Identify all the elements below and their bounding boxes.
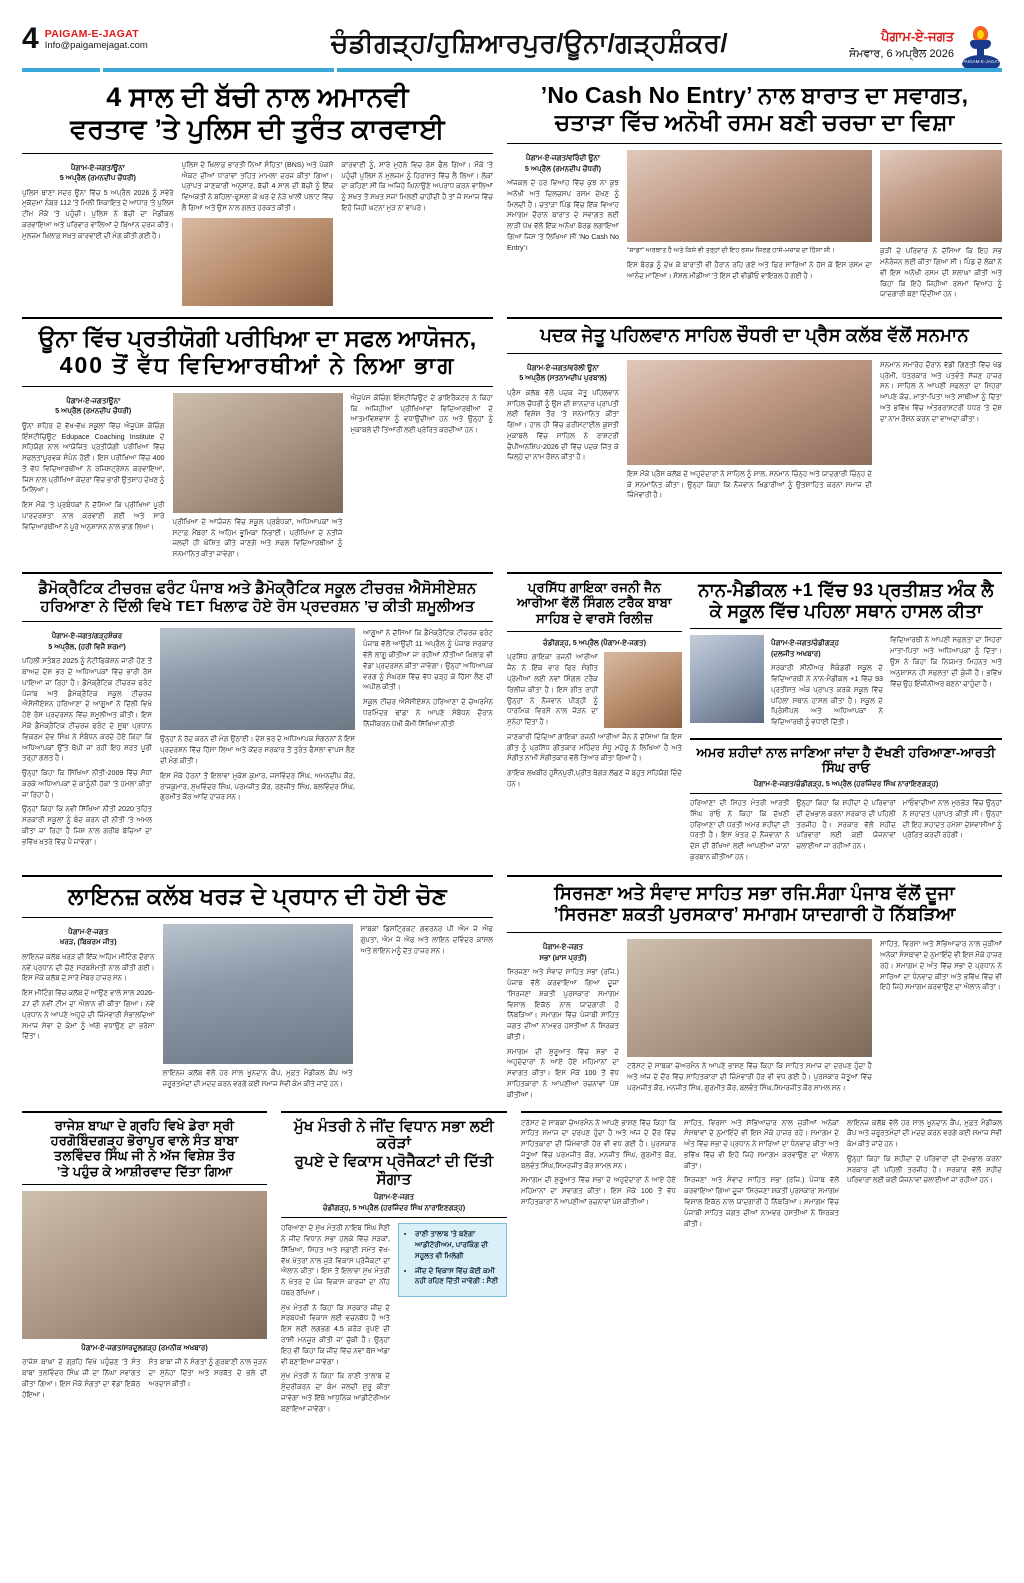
brand-block xyxy=(45,26,148,51)
a10-byline-2: ਸਭਾ (ਖ਼ਾਸ ਪ੍ਰਤੀ) xyxy=(539,952,587,962)
paper-name: ਪੈਗਾਮ-ਏ-ਜਗਤ xyxy=(881,29,954,44)
a8-body-2: ਉਨ੍ਹਾਂ ਕਿਹਾ ਕਿ ਸ਼ਹੀਦਾਂ ਦੇ ਪਰਿਵਾਰਾਂ ਦੀ ਦੇਖਭਾਲ ਕਰਨਾ ਸਰਕਾਰ ਦੀ ਪਹਿਲੀ ਤਰਜੀਹ ਹੈ। ਸਰਕਾਰ ਵੱਲੋਂ ਸ਼ਹੀਦ ਪਰਿਵਾਰਾਂ ਲਈ ਕਈ ਯੋਜਨਾਵਾਂ ਚਲਾਈਆਂ ਜਾ ਰਹੀਆਂ ਹਨ। xyxy=(796,799,896,851)
a4-col-1 xyxy=(507,360,619,505)
tail-body-4: ਸਿਰਜਣਾ ਅਤੇ ਸੰਵਾਦ ਸਾਹਿਤ ਸਭਾ (ਰਜਿ.) ਪੰਜਾਬ ਵੱਲੋਂ ਕਰਵਾਇਆ ਗਿਆ ਦੂਜਾ 'ਸਿਰਜਣਾ ਸ਼ਕਤੀ ਪੁਰਸਕਾਰ' ਸਮਾਗਮ ਵਿਸ਼ਾਲ ਇਕੱਠ ਨਾਲ ਯਾਦਗਾਰੀ ਹੋ ਨਿੱਬੜਿਆ। ਸਮਾਗਮ ਵਿੱਚ ਪੰਜਾਬੀ ਸਾਹਿਤ ਜਗਤ ਦੀਆਂ ਨਾਮਵਰ ਹਸਤੀਆਂ ਨੇ ਸ਼ਿਰਕਤ ਕੀਤੀ। xyxy=(684,1176,839,1228)
a6-byline: ਚੰਡੀਗੜ੍ਹ, 5 ਅਪ੍ਰੈਲ (ਪੈਗਾਮ-ਏ-ਜਗਤ) xyxy=(543,637,646,647)
a7-body-2: ਵਿਦਿਆਰਥੀ ਨੇ ਆਪਣੀ ਸਫਲਤਾ ਦਾ ਸਿਹਰਾ ਮਾਤਾ-ਪਿਤਾ ਅਤੇ ਅਧਿਆਪਕਾਂ ਨੂੰ ਦਿੱਤਾ। ਉਸ ਨੇ ਕਿਹਾ ਕਿ ਨਿਯਮਤ ਮਿਹਨਤ ਅਤੇ ਅਨੁਸ਼ਾਸਨ ਹੀ ਸਫਲਤਾ ਦੀ ਕੁੰਜੀ ਹੈ। ਭਵਿੱਖ ਵਿੱਚ ਉਹ ਇੰਜੀਨੀਅਰ ਬਣਨਾ ਚਾਹੁੰਦਾ ਹੈ। xyxy=(890,636,1002,688)
row-4 xyxy=(0,873,1024,1105)
a10-body-1: ਸਿਰਜਣਾ ਅਤੇ ਸੰਵਾਦ ਸਾਹਿਤ ਸਭਾ (ਰਜਿ.) ਪੰਜਾਬ ਵੱਲੋਂ ਕਰਵਾਇਆ ਗਿਆ ਦੂਜਾ 'ਸਿਰਜਣਾ ਸ਼ਕਤੀ ਪੁਰਸਕਾਰ' ਸਮਾਗਮ ਵਿਸ਼ਾਲ ਇਕੱਠ ਨਾਲ ਯਾਦਗਾਰੀ ਹੋ ਨਿੱਬੜਿਆ। ਸਮਾਗਮ ਵਿੱਚ ਪੰਜਾਬੀ ਸਾਹਿਤ ਜਗਤ ਦੀਆਂ ਨਾਮਵਰ ਹਸਤੀਆਂ ਨੇ ਸ਼ਿਰਕਤ ਕੀਤੀ। xyxy=(507,968,619,1041)
a1-byline-1: ਪੈਗਾਮ-ਏ-ਜਗਤ/ਊਨਾ xyxy=(70,162,125,172)
lions-club-group-photo xyxy=(163,924,353,1064)
article-lions-club-election xyxy=(22,873,493,1105)
a12-col-2 xyxy=(398,1223,507,1418)
contact-email: Info@paigamejagat.com xyxy=(44,40,148,52)
a6-headline-3: ਸਾਹਿਬ ਦੇ ਵਾਰਸੋ ਰਿਲੀਜ਼ xyxy=(536,610,653,626)
a11-headline-1: ਰਾਜੇਸ਼ ਬਾਘਾ ਦੇ ਗ੍ਰਹਿ ਵਿਖੇ ਡੇਰਾ ਸ੍ਰੀ xyxy=(54,1117,235,1133)
article-competitive-exam xyxy=(22,315,493,564)
a7-byline-1: ਪੈਗਾਮ-ਏ-ਜਗਤ/ਚੰਡੀਗੜ੍ਹ xyxy=(771,638,840,648)
a1-byline-2: 5 ਅਪ੍ਰੈਲ (ਰਮਨਦੀਪ ਚੌਧਰੀ) xyxy=(59,173,136,183)
a8-col-2 xyxy=(796,798,895,867)
wedding-ceremony-photo xyxy=(627,150,872,242)
a12-body-1: ਹਰਿਆਣਾ ਦੇ ਮੁੱਖ ਮੰਤਰੀ ਨਾਇਬ ਸਿੰਘ ਸੈਣੀ ਨੇ ਜੀਂਦ ਵਿਧਾਨ ਸਭਾ ਹਲਕੇ ਵਿੱਚ ਸੜਕਾਂ, ਸਿੱਖਿਆ, ਸਿਹਤ ਅਤੇ ਸਫ਼ਾਈ ਸਮੇਤ ਵੱਖ-ਵੱਖ ਖੇਤਰਾਂ ਨਾਲ ਜੁੜੇ ਵਿਕਾਸ ਪ੍ਰੋਜੈਕਟਾਂ ਦਾ ਐਲਾਨ ਕੀਤਾ। ਇਸ ਤੋਂ ਇਲਾਵਾ ਮੁੱਖ ਮੰਤਰੀ ਨੇ ਖੇਤਰ ਦੇ ਪੰਜ ਵਿਕਾਸ ਕਾਰਜਾਂ ਦਾ ਨੀਂਹ ਪੱਥਰ ਰੱਖਿਆ। xyxy=(281,1224,390,1297)
teachers-protest-delhi-photo xyxy=(160,628,355,730)
a2-col-2 xyxy=(627,150,872,304)
a2-quote: "ਸਾਡਾ" ਅਰਥਾਤ ਹੈ ਅਤੇ ਕਿਸੇ ਵੀ ਤਰ੍ਹਾਂ ਦੀ ਇਹ ਰਸਮ ਸਿਰਫ਼ ਹਾਸੇ-ਮਜ਼ਾਕ ਦਾ ਹਿੱਸਾ ਸੀ। xyxy=(627,247,835,255)
a7-body-1: ਸਰਕਾਰੀ ਸੀਨੀਅਰ ਸੈਕੰਡਰੀ ਸਕੂਲ ਦੇ ਵਿਦਿਆਰਥੀ ਨੇ ਨਾਨ-ਮੈਡੀਕਲ +1 ਵਿੱਚ 93 ਪ੍ਰਤੀਸ਼ਤ ਅੰਕ ਪ੍ਰਾਪਤ ਕਰਕੇ ਸਕੂਲ ਵਿੱਚ ਪਹਿਲਾ ਸਥਾਨ ਹਾਸਲ ਕੀਤਾ ਹੈ। ਸਕੂਲ ਦੇ ਪ੍ਰਿੰਸੀਪਲ ਅਤੇ ਅਧਿਆਪਕਾਂ ਨੇ ਵਿਦਿਆਰਥੀ ਨੂੰ ਵਧਾਈ ਦਿੱਤੀ। xyxy=(771,664,883,727)
a8-col-1 xyxy=(690,798,789,867)
a12-byline-2: ਚੰਡੀਗੜ੍ਹ, 5 ਅਪ੍ਰੈਲ (ਹਰਜਿੰਦਰ ਸਿੰਘ ਨਾਰਾਇਣਗੜ੍ਹ) xyxy=(322,1202,466,1212)
a1-body-2: ਪੁਲਿਸ ਦੇ ਖ਼ਿਲਾਫ਼ ਭਾਰਤੀ ਨਿਆਂ ਸੰਹਿਤਾ (BNS) ਅਤੇ ਪੋਕਸੋ ਐਕਟ ਦੀਆਂ ਧਾਰਾਵਾਂ ਤਹਿਤ ਮਾਮਲਾ ਦਰਜ ਕੀਤਾ ਗਿਆ। ਪ੍ਰਾਪਤ ਜਾਣਕਾਰੀ ਅਨੁਸਾਰ, ਬੱਚੀ 4 ਸਾਲ ਦੀ ਬੱਚੀ ਨੂੰ ਇੱਕ ਵਿਅਕਤੀ ਨੇ ਬਹਿਲਾ-ਫੁਸਲਾ ਕੇ ਘਰ ਦੇ ਨੇੜੇ ਖਾਲੀ ਪਲਾਟ ਵਿੱਚ ਲੈ ਗਿਆ ਅਤੇ ਉਸ ਨਾਲ ਗਲਤ ਹਰਕਤ ਕੀਤੀ। xyxy=(181,160,334,212)
a10-body-1b: ਸਮਾਗਮ ਦੀ ਸ਼ੁਰੂਆਤ ਵਿੱਚ ਸਭਾ ਦੇ ਅਹੁਦੇਦਾਰਾਂ ਨੇ ਆਏ ਹੋਏ ਮਹਿਮਾਨਾਂ ਦਾ ਸਵਾਗਤ ਕੀਤਾ। ਇਸ ਮੌਕੇ 100 ਤੋਂ ਵੱਧ ਸਾਹਿਤਕਾਰਾਂ ਨੇ ਆਪਣੀਆਂ ਰਚਨਾਵਾਂ ਪੇਸ਼ ਕੀਤੀਆਂ। xyxy=(507,1047,619,1099)
a1-body-3: ਕਾਰਵਾਈ ਨੂੰ, ਸਾਰੇ ਮੁਹੱਲੇ ਵਿਚ ਰੋਸ ਫੈਲ ਗਿਆ। ਮੌਕੇ 'ਤੇ ਪਹੁੰਚੀ ਪੁਲਿਸ ਨੇ ਮੁਲਜ਼ਮ ਨੂੰ ਹਿਰਾਸਤ ਵਿੱਚ ਲੈ ਲਿਆ। ਲੋਕਾਂ ਦਾ ਕਹਿਣਾ ਸੀ ਕਿ ਅਜਿਹੇ ਘਿਨਾਉਣੇ ਅਪਰਾਧ ਕਰਨ ਵਾਲਿਆਂ ਨੂੰ ਸਖ਼ਤ ਤੋਂ ਸਖ਼ਤ ਸਜ਼ਾ ਮਿਲਣੀ ਚਾਹੀਦੀ ਹੈ ਤਾਂ ਜੋ ਸਮਾਜ ਵਿੱਚ ਇਹੋ ਜਿਹੀ ਘਟਨਾ ਮੁੜ ਨਾ ਵਾਪਰੇ। xyxy=(341,160,494,212)
masthead xyxy=(0,0,1024,62)
a3-col-1 xyxy=(22,393,165,564)
a12-body-1b: ਮੁੱਖ ਮੰਤਰੀ ਨੇ ਕਿਹਾ ਕਿ ਸਰਕਾਰ ਜੀਂਦ ਦੇ ਸਰਬਪੱਖੀ ਵਿਕਾਸ ਲਈ ਵਚਨਬੱਧ ਹੈ ਅਤੇ ਇਸ ਲਈ ਲਗਭਗ 4.5 ਕਰੋੜ ਰੁਪਏ ਦੀ ਰਾਸ਼ੀ ਮਨਜ਼ੂਰ ਕੀਤੀ ਜਾ ਚੁੱਕੀ ਹੈ। ਉਨ੍ਹਾਂ ਇਹ ਵੀ ਕਿਹਾ ਕਿ ਜੀਂਦ ਵਿੱਚ ਨਵਾਂ ਬੱਸ ਅੱਡਾ ਵੀ ਬਣਾਇਆ ਜਾਵੇਗਾ। xyxy=(281,1303,390,1366)
a7-headline-2: ਕੇ ਸਕੂਲ ਵਿੱਚ ਪਹਿਲਾ ਸਥਾਨ ਹਾਸਲ ਕੀਤਾ xyxy=(709,601,983,622)
a11-headline-2: ਹਰਗੋਬਿੰਦਗੜ੍ਹ ਭੋਰਾਪੁਰ ਵਾਲੇ ਸੰਤ ਬਾਬਾ xyxy=(50,1132,239,1148)
a4-byline-2: 5 ਅਪ੍ਰੈਲ (ਸਤਨਾਮਦੀਪ ਪੁਰਬਾਲ) xyxy=(519,373,607,383)
a5-col-3 xyxy=(363,628,493,851)
tail-col-3 xyxy=(847,1118,1002,1234)
award-ceremony-photo xyxy=(627,939,872,1057)
a1-headline-2: ਵਰਤਾਵ ’ਤੇ ਪੁਲਿਸ ਦੀ ਤੁਰੰਤ ਕਾਰਵਾਈ xyxy=(70,113,445,144)
a5-byline-2: 5 ਅਪ੍ਰੈਲ, (ਹਰੀ ਵਿਜੈ ਸ਼ਰਮਾ) xyxy=(48,641,126,651)
a10-body-2: ਟਰੱਸਟ ਦੇ ਸਾਬਕਾ ਚੇਅਰਮੈਨ ਨੇ ਆਪਣੇ ਭਾਸ਼ਣ ਵਿੱਚ ਕਿਹਾ ਕਿ ਸਾਹਿਤ ਸਮਾਜ ਦਾ ਦਰਪਣ ਹੁੰਦਾ ਹੈ ਅਤੇ ਅੱਜ ਦੇ ਦੌਰ ਵਿੱਚ ਸਾਹਿਤਕਾਰਾਂ ਦੀ ਜ਼ਿੰਮੇਵਾਰੀ ਹੋਰ ਵੀ ਵਧ ਗਈ ਹੈ। ਪੁਰਸਕਾਰ ਜੇਤੂਆਂ ਵਿੱਚ ਪਰਮਜੀਤ ਕੌਰ, ਮਨਜੀਤ ਸਿੰਘ, ਗੁਰਮੀਤ ਕੌਰ, ਬਲਵੰਤ ਸਿੰਘ,ਸਿਮਰਜੀਤ ਕੌਰ ਸ਼ਾਮਲ ਸਨ। xyxy=(627,1062,872,1092)
a5-headline-1: ਡੈਮੋਕ੍ਰੈਟਿਕ ਟੀਚਰਜ਼ ਫਰੰਟ ਪੰਜਾਬ ਅਤੇ ਡੈਮੋਕ੍ਰੈਟਿਕ ਸਕੂਲ ਟੀਚਰਜ਼ ਐਸੋਸੀਏਸ਼ਨ xyxy=(38,580,477,597)
saints-blessing-photo xyxy=(22,1191,267,1339)
wedding-ceremony-photo-2 xyxy=(880,150,1002,242)
row-3 xyxy=(0,570,1024,867)
a4-headline: ਪਦਕ ਜੇਤੂ ਪਹਿਲਵਾਨ ਸਾਹਿਲ ਚੌਧਰੀ ਦਾ ਪ੍ਰੈਸ ਕਲੱਬ ਵੱਲੋਂ ਸਨਮਾਨ xyxy=(540,324,969,345)
a11-col-1 xyxy=(22,1357,141,1404)
a4-body-3: ਸਨਮਾਨ ਸਮਾਰੋਹ ਦੌਰਾਨ ਵੱਡੀ ਗਿਣਤੀ ਵਿੱਚ ਖੇਡ ਪ੍ਰੇਮੀ, ਪੱਤਰਕਾਰ ਅਤੇ ਪਤਵੰਤੇ ਸੱਜਣ ਹਾਜ਼ਰ ਸਨ। ਸਾਹਿਲ ਨੇ ਆਪਣੀ ਸਫਲਤਾ ਦਾ ਸਿਹਰਾ ਆਪਣੇ ਕੋਚ, ਮਾਤਾ-ਪਿਤਾ ਅਤੇ ਸਾਥੀਆਂ ਨੂੰ ਦਿੱਤਾ ਅਤੇ ਭਵਿੱਖ ਵਿੱਚ ਅੰਤਰਰਾਸ਼ਟਰੀ ਪੱਧਰ 'ਤੇ ਦੇਸ਼ ਦਾ ਨਾਮ ਰੌਸ਼ਨ ਕਰਨ ਦਾ ਵਾਅਦਾ ਕੀਤਾ। xyxy=(880,360,1002,423)
a7-byline-2: (ਦਲਜੀਤ ਅਖਬਾਰ) xyxy=(771,648,821,658)
a10-headline-2: ’ਸਿਰਜਣਾ ਸ਼ਕਤੀ ਪੁਰਸਕਾਰ’ ਸਮਾਗਮ ਯਾਦਗਾਰੀ ਹੋ ਨਿੱਬੜਿਆ xyxy=(553,904,956,925)
a2-byline-2: 5 ਅਪ੍ਰੈਲ (ਰਮਨਦੀਪ ਚੌਧਰੀ) xyxy=(524,163,602,173)
logo-text: PAIGAM-E-JAGAT xyxy=(962,59,1000,64)
masthead-rule xyxy=(22,68,1002,72)
a9-body-3: ਸਾਬਕਾ ਡਿਸਟ੍ਰਿਕਟ ਗਵਰਨਰ ਪੀ ਐਮ ਜੇ ਐਫ ਗੁਪਤਾ, ਐਮ ਜੇ ਐਫ ਅਤੇ ਲਾਇਨ ਦਵਿੰਦਰ ਕਾਂਸਲ ਅਤੇ ਲਾਇਨ ਮਨੂੰ ਦੱਤ ਹਾਜ਼ਰ ਸਨ। xyxy=(360,924,493,955)
a3-col-3 xyxy=(351,393,494,564)
a7-col-1 xyxy=(771,635,883,732)
a5-body-2b: ਇਸ ਮੌਕੇ ਹੋਰਨਾਂ ਤੋਂ ਇਲਾਵਾ ਮੁਕੇਸ਼ ਕੁਮਾਰ, ਜਸਵਿੰਦਰ ਸਿੰਘ, ਅਮਨਦੀਪ ਕੌਰ, ਰਾਜਕੁਮਾਰ, ਸੁਖਵਿੰਦਰ ਸਿੰਘ, ਪਰਮਜੀਤ ਕੌਰ, ਰਣਜੀਤ ਸਿੰਘ, ਬਲਵਿੰਦਰ ਸਿੰਘ, ਗੁਰਮੀਤ ਕੌਰ ਆਦਿ ਹਾਜ਼ਰ ਸਨ। xyxy=(160,771,355,802)
article-child-abuse xyxy=(22,82,493,309)
a9-body-1: ਲਾਇਨਜ਼ ਕਲੱਬ ਖਰੜ ਦੀ ਇੱਕ ਅਹਿਮ ਮੀਟਿੰਗ ਦੌਰਾਨ ਨਵੇਂ ਪ੍ਰਧਾਨ ਦੀ ਚੋਣ ਸਰਬਸੰਮਤੀ ਨਾਲ ਕੀਤੀ ਗਈ। ਇਸ ਮੌਕੇ ਕਲੱਬ ਦੇ ਸਾਰੇ ਮੈਂਬਰ ਹਾਜ਼ਰ ਸਨ। xyxy=(22,952,155,983)
a10-col-2 xyxy=(627,939,872,1104)
a4-col-3 xyxy=(880,360,1002,505)
a11-body-1: ਰਾਜੇਸ਼ ਬਾਘਾ ਦੇ ਗ੍ਰਹਿ ਵਿਖੇ ਪਹੁੰਚਣ 'ਤੇ ਸੰਤ ਬਾਬਾ ਤਲਵਿੰਦਰ ਸਿੰਘ ਜੀ ਦਾ ਨਿੱਘਾ ਸਵਾਗਤ ਕੀਤਾ ਗਿਆ। ਇਸ ਮੌਕੇ ਸੰਗਤਾਂ ਦਾ ਵੱਡਾ ਇਕੱਠ ਹੋਇਆ। xyxy=(22,1358,141,1399)
a9-body-2: ਲਾਇਨਜ਼ ਕਲੱਬ ਵੱਲੋਂ ਹਰ ਸਾਲ ਖੂਨਦਾਨ ਕੈਂਪ, ਮੁਫ਼ਤ ਮੈਡੀਕਲ ਕੈਂਪ ਅਤੇ ਜ਼ਰੂਰਤਮੰਦਾਂ ਦੀ ਮਦਦ ਕਰਨ ਵਰਗੇ ਕਈ ਸਮਾਜ ਸੇਵੀ ਕੰਮ ਕੀਤੇ ਜਾਂਦੇ ਹਨ। xyxy=(162,1068,353,1088)
a12-headline-1: ਮੁੱਖ ਮੰਤਰੀ ਨੇ ਜੀਂਦ ਵਿਧਾਨ ਸਭਾ ਲਈ ਕਰੋੜਾਂ xyxy=(293,1117,495,1153)
masthead-right-text xyxy=(849,26,954,61)
a6-body-1b: ਜਾਣਕਾਰੀ ਦਿੰਦਿਆਂ ਗਾਇਕਾ ਰਜਨੀ ਆਰੀਆ ਜੈਨ ਨੇ ਦੱਸਿਆ ਕਿ ਇਸ ਗੀਤ ਨੂੰ ਪ੍ਰਸਿੱਧ ਗੀਤਕਾਰ ਮਹਿੰਦਰ ਸੰਧੂ ਮਹੇਰੂ ਨੇ ਲਿਖਿਆ ਹੈ ਅਤੇ ਸੰਗੀਤ ਨਾਮੀ ਸੰਗੀਤਕਾਰ ਵੱਲੋਂ ਤਿਆਰ ਕੀਤਾ ਗਿਆ ਹੈ। xyxy=(507,732,682,763)
a10-col-3 xyxy=(880,939,1002,1104)
row-2 xyxy=(0,315,1024,564)
a4-byline-1: ਪੈਗਾਮ-ਏ-ਜਗਤ/ਵਰੇਲੀ ਊਨਾ xyxy=(526,362,599,372)
a11-headline-3: ਤਲਵਿੰਦਰ ਸਿੰਘ ਜੀ ਨੇ ਅੱਜ ਵਿਸ਼ੇਸ਼ ਤੌਰ xyxy=(54,1148,235,1164)
a5-body-1b: ਉਨ੍ਹਾਂ ਕਿਹਾ ਕਿ ਸਿੱਖਿਆ ਨੀਤੀ-2009 ਵਿੱਚ ਸੋਧਾਂ ਕਰਕੇ ਅਧਿਆਪਕਾਂ ਦੇ ਕਾਨੂੰਨੀ ਹੱਕਾਂ 'ਤੇ ਹਮਲਾ ਕੀਤਾ ਜਾ ਰਿਹਾ ਹੈ। xyxy=(22,769,152,799)
article-teachers-protest xyxy=(22,570,493,867)
article-sirjna-award xyxy=(507,873,1002,1105)
a1-col-3 xyxy=(341,160,493,309)
article-sant-baba-visit xyxy=(22,1109,267,1419)
row-5-tail xyxy=(521,1109,1002,1419)
a11-col-2 xyxy=(149,1357,268,1404)
a5-body-1c: ਉਨ੍ਹਾਂ ਕਿਹਾ ਕਿ ਨਵੀਂ ਸਿੱਖਿਆ ਨੀਤੀ 2020 ਤਹਿਤ ਸਰਕਾਰੀ ਸਕੂਲਾਂ ਨੂੰ ਬੰਦ ਕਰਨ ਦੀ ਨੀਤੀ 'ਤੇ ਅਮਲ ਕੀਤਾ ਜਾ ਰਿਹਾ ਹੈ ਜਿਸ ਨਾਲ ਗਰੀਬ ਬੱਚਿਆਂ ਦਾ ਭਵਿੱਖ ਖ਼ਤਰੇ ਵਿੱਚ ਪੈ ਜਾਵੇਗਾ। xyxy=(22,805,152,846)
a8-col-3 xyxy=(903,798,1002,867)
a11-byline: ਪੈਗਾਮ-ਏ-ਜਗਤ/ਸਰਦੂਲਗੜ੍ਹ (ਰਮਨੀਕ ਅਖਬਾਰ) xyxy=(81,1342,208,1352)
a3-body-3: ਐਜੂਪੇਸ ਕੋਚਿੰਗ ਇੰਸਟੀਚਿਊਟ ਦੇ ਡਾਇਰੈਕਟਰ ਨੇ ਕਿਹਾ ਕਿ ਅਜਿਹੀਆਂ ਪ੍ਰੀਖਿਆਵਾਂ ਵਿਦਿਆਰਥੀਆਂ ਦੇ ਆਤਮਵਿਸ਼ਵਾਸ ਨੂੰ ਵਧਾਉਂਦੀਆਂ ਹਨ ਅਤੇ ਉਨ੍ਹਾਂ ਨੂੰ ਮੁਕਾਬਲੇ ਦੀ ਤਿਆਰੀ ਲਈ ਪ੍ਰੇਰਿਤ ਕਰਦੀਆਂ ਹਨ। xyxy=(350,393,493,435)
a7-col-photo xyxy=(690,635,764,732)
a2-headline-1: ’No Cash No Entry’ ਨਾਲ ਬਾਰਾਤ ਦਾ ਸਵਾਗਤ, xyxy=(540,82,969,108)
a9-byline-2: ਖਰੜ, (ਬਿਕਰਮ ਜੀਤ) xyxy=(59,937,117,947)
a2-body-3: ਕੁੜੀ ਦੇ ਪਰਿਵਾਰ ਨੇ ਦੱਸਿਆ ਕਿ ਇਹ ਸਭ ਮਨੋਰੰਜਨ ਲਈ ਕੀਤਾ ਗਿਆ ਸੀ। ਪਿੰਡ ਦੇ ਲੋਕਾਂ ਨੇ ਵੀ ਇਸ ਅਨੋਖੀ ਰਸਮ ਦੀ ਸ਼ਲਾਘਾ ਕੀਤੀ ਅਤੇ ਕਿਹਾ ਕਿ ਇਹੋ ਜਿਹੀਆਂ ਰਸਮਾਂ ਵਿਆਹ ਨੂੰ ਯਾਦਗਾਰੀ ਬਣਾ ਦਿੰਦੀਆਂ ਹਨ। xyxy=(880,247,1002,299)
tail-col-2 xyxy=(684,1118,839,1234)
a5-body-1: ਪਹਿਲੀ ਸਤੰਬਰ 2025 ਨੂੰ ਨੋਟੀਫਿਕੇਸ਼ਨ ਜਾਰੀ ਹੋਣ ਤੋਂ ਬਾਅਦ ਦੇਸ਼ ਭਰ ਦੇ ਅਧਿਆਪਕਾਂ ਵਿੱਚ ਭਾਰੀ ਰੋਸ ਪਾਇਆ ਜਾ ਰਿਹਾ ਹੈ। ਡੈਮੋਕ੍ਰੈਟਿਕ ਟੀਚਰਜ਼ ਫਰੰਟ ਪੰਜਾਬ ਅਤੇ ਡੈਮੋਕ੍ਰੈਟਿਕ ਸਕੂਲ ਟੀਚਰਜ਼ ਐਸੋਸੀਏਸ਼ਨ ਹਰਿਆਣਾ ਦੇ ਆਗੂਆਂ ਨੇ ਦਿੱਲੀ ਵਿਖੇ ਹੋਏ ਰੋਸ ਪ੍ਰਦਰਸ਼ਨ ਵਿੱਚ ਸ਼ਮੂਲੀਅਤ ਕੀਤੀ। ਇਸ ਮੌਕੇ ਡੈਮੋਕ੍ਰੈਟਿਕ ਟੀਚਰਜ਼ ਫਰੰਟ ਦੇ ਸੂਬਾ ਪ੍ਰਧਾਨ ਵਿਕਰਮ ਦੇਵ ਸਿੰਘ ਨੇ ਸੰਬੋਧਨ ਕਰਦੇ ਹੋਏ ਕਿਹਾ ਕਿ ਅਧਿਆਪਕਾਂ ਉੱਤੇ ਥੋਪੀ ਜਾ ਰਹੀ ਇਹ ਸ਼ਰਤ ਪੂਰੀ ਤਰ੍ਹਾਂ ਗਲਤ ਹੈ। xyxy=(22,657,152,763)
row-3-right-stack xyxy=(507,570,1002,867)
a11-headline-4: ’ਤੇ ਪਹੁੰਚ ਕੇ ਆਸ਼ੀਰਵਾਦ ਦਿੱਤਾ ਗਿਆ xyxy=(56,1163,233,1179)
a6-body-1c: ਗਾਇਕ ਲਖਬੀਰ ਹੁਸੈਨਪੁਰੀ,ਪ੍ਰੀਤ ਥੇਗੜ ਲੱਛਣ ਜੋ ਬਹੁਤ ਸਹਿਯੋਗ ਦਿੰਦੇ ਹਨ। xyxy=(507,769,682,789)
page-number: 4 xyxy=(22,22,39,55)
singer-rajni-jain-photo xyxy=(604,652,682,728)
edition-line: ਚੰਡੀਗੜ੍ਹ/ਹੁਸ਼ਿਆਰਪੁਰ/ਊਨਾ/ਗੜ੍ਹਸ਼ੰਕਰ/ xyxy=(330,28,729,58)
a4-body-2: ਇਸ ਮੌਕੇ ਪ੍ਰੈਸ ਕਲੱਬ ਦੇ ਅਹੁਦੇਦਾਰਾਂ ਨੇ ਸਾਹਿਲ ਨੂੰ ਸ਼ਾਲ, ਸਨਮਾਨ ਚਿੰਨ੍ਹ ਅਤੇ ਯਾਦਗਾਰੀ ਚਿੰਨ੍ਹ ਦੇ ਕੇ ਸਨਮਾਨਿਤ ਕੀਤਾ। ਉਨ੍ਹਾਂ ਕਿਹਾ ਕਿ ਨੌਜਵਾਨ ਖਿਡਾਰੀਆਂ ਨੂੰ ਉਤਸ਼ਾਹਿਤ ਕਰਨਾ ਸਮਾਜ ਦੀ ਜ਼ਿੰਮੇਵਾਰੀ ਹੈ। xyxy=(627,469,872,500)
tail-body-6: ਉਨ੍ਹਾਂ ਕਿਹਾ ਕਿ ਸ਼ਹੀਦਾਂ ਦੇ ਪਰਿਵਾਰਾਂ ਦੀ ਦੇਖਭਾਲ ਕਰਨਾ ਸਰਕਾਰ ਦੀ ਪਹਿਲੀ ਤਰਜੀਹ ਹੈ। ਸਰਕਾਰ ਵੱਲੋਂ ਸ਼ਹੀਦ ਪਰਿਵਾਰਾਂ ਲਈ ਕਈ ਯੋਜਨਾਵਾਂ ਚਲਾਈਆਂ ਜਾ ਰਹੀਆਂ ਹਨ। xyxy=(847,1154,1002,1185)
a5-body-2: ਉਨ੍ਹਾਂ ਨੇ ਰੱਦ ਕਰਨ ਦੀ ਮੰਗ ਉਠਾਈ। ਦੇਸ਼ ਭਰ ਦੇ ਅਧਿਆਪਕ ਸੰਗਠਨਾਂ ਨੇ ਇਸ ਪ੍ਰਦਰਸ਼ਨ ਵਿੱਚ ਹਿੱਸਾ ਲਿਆ ਅਤੇ ਕੇਂਦਰ ਸਰਕਾਰ ਤੋਂ ਤੁਰੰਤ ਫੈਸਲਾ ਵਾਪਸ ਲੈਣ ਦੀ ਮੰਗ ਕੀਤੀ। xyxy=(160,735,355,765)
a6-body-1: ਪ੍ਰਸਿੱਧ ਗਾਇਕਾ ਰਜਨੀ ਆਰੀਆ ਜੈਨ ਨੇ ਇੱਕ ਵਾਰ ਫਿਰ ਸੰਗੀਤ ਪ੍ਰੇਮੀਆਂ ਲਈ ਨਵਾਂ ਸਿੰਗਲ ਟਰੈਕ ਰਿਲੀਜ਼ ਕੀਤਾ ਹੈ। ਇਸ ਗੀਤ ਰਾਹੀਂ ਉਨ੍ਹਾਂ ਨੇ ਨੌਜਵਾਨ ਪੀੜ੍ਹੀ ਨੂੰ ਧਾਰਮਿਕ ਵਿਰਸੇ ਨਾਲ ਜੋੜਨ ਦਾ ਸੁਨੇਹਾ ਦਿੱਤਾ ਹੈ। xyxy=(507,653,598,727)
a8-body-3: ਮਾਓਵਾਦੀਆਂ ਨਾਲ ਮੁਠਭੇੜ ਵਿੱਚ ਉਨ੍ਹਾਂ ਨੇ ਸ਼ਹਾਦਤ ਪ੍ਰਾਪਤ ਕੀਤੀ ਸੀ। ਉਨ੍ਹਾਂ ਦੀ ਇਹ ਸ਼ਹਾਦਤ ਹਮੇਸ਼ਾ ਦੇਸ਼ਵਾਸੀਆਂ ਨੂੰ ਪ੍ਰੇਰਿਤ ਕਰਦੀ ਰਹੇਗੀ। xyxy=(902,799,1002,840)
row-5 xyxy=(0,1109,1024,1419)
a10-headline-1: ਸਿਰਜਣਾ ਅਤੇ ਸੰਵਾਦ ਸਾਹਿਤ ਸਭਾ ਰਜਿ.ਸੰਗਾ ਪੰਜਾਬ ਵੱਲੋਂ ਦੂਜਾ xyxy=(554,882,955,903)
a5-byline-1: ਪੈਗਾਮ-ਏ-ਜਗਤ/ਗੜ੍ਹਸ਼ੰਕਰ xyxy=(51,631,123,641)
tail-body-2: ਸਮਾਗਮ ਦੀ ਸ਼ੁਰੂਆਤ ਵਿੱਚ ਸਭਾ ਦੇ ਅਹੁਦੇਦਾਰਾਂ ਨੇ ਆਏ ਹੋਏ ਮਹਿਮਾਨਾਂ ਦਾ ਸਵਾਗਤ ਕੀਤਾ। ਇਸ ਮੌਕੇ 100 ਤੋਂ ਵੱਧ ਸਾਹਿਤਕਾਰਾਂ ਨੇ ਆਪਣੀਆਂ ਰਚਨਾਵਾਂ ਪੇਸ਼ ਕੀਤੀਆਂ। xyxy=(521,1176,676,1206)
article-wrestler-honoured xyxy=(507,315,1002,564)
a2-byline-1: ਪੈਗਾਮ-ਏ-ਜਗਤ/ਵਰਿੰਦੀ ਊਨਾ xyxy=(525,153,601,163)
a9-col-1 xyxy=(22,924,155,1094)
a12-col-1 xyxy=(281,1223,390,1418)
a8-body-1: ਹਰਿਆਣਾ ਦੀ ਸਿਹਤ ਮੰਤਰੀ ਆਰਤੀ ਸਿੰਘ ਰਾਓ ਨੇ ਕਿਹਾ ਕਿ ਦੱਖਣੀ ਹਰਿਆਣਾ ਦੀ ਧਰਤੀ ਅਮਰ ਸ਼ਹੀਦਾਂ ਦੀ ਧਰਤੀ ਹੈ। ਇਸ ਖੇਤਰ ਦੇ ਨੌਜਵਾਨਾਂ ਨੇ ਦੇਸ਼ ਦੀ ਰੱਖਿਆ ਲਈ ਆਪਣੀਆਂ ਜਾਨਾਂ ਕੁਰਬਾਨ ਕੀਤੀਆਂ ਹਨ। xyxy=(690,799,790,862)
article-cm-jind-projects xyxy=(281,1109,507,1419)
a3-byline-2: 5 ਅਪ੍ਰੈਲ (ਰਮਨਦੀਪ ਚੌਧਰੀ) xyxy=(55,406,132,416)
a1-headline-1: 4 ਸਾਲ ਦੀ ਬੱਚੀ ਨਾਲ ਅਮਾਨਵੀ xyxy=(106,82,409,112)
tail-body-1: ਟਰੱਸਟ ਦੇ ਸਾਬਕਾ ਚੇਅਰਮੈਨ ਨੇ ਆਪਣੇ ਭਾਸ਼ਣ ਵਿੱਚ ਕਿਹਾ ਕਿ ਸਾਹਿਤ ਸਮਾਜ ਦਾ ਦਰਪਣ ਹੁੰਦਾ ਹੈ ਅਤੇ ਅੱਜ ਦੇ ਦੌਰ ਵਿੱਚ ਸਾਹਿਤਕਾਰਾਂ ਦੀ ਜ਼ਿੰਮੇਵਾਰੀ ਹੋਰ ਵੀ ਵਧ ਗਈ ਹੈ। ਪੁਰਸਕਾਰ ਜੇਤੂਆਂ ਵਿੱਚ ਪਰਮਜੀਤ ਕੌਰ, ਮਨਜੀਤ ਸਿੰਘ, ਗੁਰਮੀਤ ਕੌਰ, ਬਲਵੰਤ ਸਿੰਘ,ਸਿਮਰਜੀਤ ਕੌਰ ਸ਼ਾਮਲ ਸਨ। xyxy=(521,1118,676,1170)
a9-col-2 xyxy=(163,924,353,1094)
highlight-bullet-1: • ਰਾਣੀ ਤਾਲਾਬ ’ਤੇ ਬਣੇਗਾ ਆਡੀਟੋਰੀਅਮ, ਪਾਰਕਿੰਗ ਦੀ ਸਹੂਲਤ ਵੀ ਮਿਲੇਗੀ xyxy=(415,1229,501,1261)
a12-headline-2: ਰੁਪਏ ਦੇ ਵਿਕਾਸ ਪ੍ਰੋਜੈਕਟਾਂ ਦੀ ਦਿੱਤੀ ਸੌਗਾਤ xyxy=(294,1152,494,1188)
a8-byline: ਪੈਗਾਮ-ਏ-ਜਗਤ/ਚੰਡੀਗੜ੍ਹ, 5 ਅਪ੍ਰੈਲ (ਹਰਜਿੰਦਰ ਸਿੰਘ ਨਾਰਾਇਣਗੜ੍ਹ) xyxy=(753,778,939,788)
a2-col-3 xyxy=(880,150,1002,304)
a3-body-2: ਪ੍ਰੀਖਿਆ ਦੇ ਆਯੋਜਨ ਵਿੱਚ ਸਕੂਲ ਪ੍ਰਬੰਧਕਾਂ, ਅਧਿਆਪਕਾਂ ਅਤੇ ਸਟਾਫ਼ ਮੈਂਬਰਾਂ ਨੇ ਅਹਿਮ ਭੂਮਿਕਾ ਨਿਭਾਈ। ਪ੍ਰੀਖਿਆ ਦੇ ਨਤੀਜੇ ਜਲਦੀ ਹੀ ਘੋਸ਼ਿਤ ਕੀਤੇ ਜਾਣਗੇ ਅਤੇ ਸਫਲ ਵਿਦਿਆਰਥੀਆਂ ਨੂੰ ਸਨਮਾਨਿਤ ਕੀਤਾ ਜਾਵੇਗਾ। xyxy=(172,517,343,559)
article-singer-track-release xyxy=(507,580,682,867)
a4-col-2 xyxy=(627,360,872,505)
a12-body-2: ਮੁੱਖ ਮੰਤਰੀ ਨੇ ਕਿਹਾ ਕਿ ਰਾਣੀ ਤਾਲਾਬ ਦੇ ਸੁੰਦਰੀਕਰਨ ਦਾ ਕੰਮ ਜਲਦੀ ਸ਼ੁਰੂ ਕੀਤਾ ਜਾਵੇਗਾ ਅਤੇ ਇੱਥੇ ਆਧੁਨਿਕ ਆਡੀਟੋਰੀਅਮ ਬਣਾਇਆ ਜਾਵੇਗਾ। xyxy=(281,1372,390,1413)
a3-headline-2: 400 ਤੋਂ ਵੱਧ ਵਿਦਿਆਰਥੀਆਂ ਨੇ ਲਿਆ ਭਾਗ xyxy=(59,351,456,378)
tail-body-3: ਸਾਹਿਤ, ਵਿਰਸਾ ਅਤੇ ਸੱਭਿਆਚਾਰ ਨਾਲ ਜੁੜੀਆਂ ਅਨੇਕਾਂ ਸੰਸਥਾਵਾਂ ਦੇ ਨੁਮਾਇੰਦੇ ਵੀ ਇਸ ਮੌਕੇ ਹਾਜ਼ਰ ਰਹੇ। ਸਮਾਗਮ ਦੇ ਅੰਤ ਵਿੱਚ ਸਭਾ ਦੇ ਪ੍ਰਧਾਨ ਨੇ ਸਾਰਿਆਂ ਦਾ ਧੰਨਵਾਦ ਕੀਤਾ ਅਤੇ ਭਵਿੱਖ ਵਿੱਚ ਵੀ ਇਹੋ ਜਿਹੇ ਸਮਾਗਮ ਕਰਵਾਉਣ ਦਾ ਐਲਾਨ ਕੀਤਾ। xyxy=(684,1118,839,1170)
a3-body-1b: ਇਸ ਮੌਕੇ 'ਤੇ ਪ੍ਰਬੰਧਕਾਂ ਨੇ ਦੱਸਿਆ ਕਿ ਪ੍ਰੀਖਿਆ ਪੂਰੀ ਪਾਰਦਰਸ਼ਤਾ ਨਾਲ ਕਰਵਾਈ ਗਈ ਅਤੇ ਸਾਰੇ ਵਿਦਿਆਰਥੀਆਂ ਨੇ ਪੂਰੇ ਅਨੁਸ਼ਾਸਨ ਨਾਲ ਭਾਗ ਲਿਆ। xyxy=(22,501,165,531)
article-no-cash-no-entry xyxy=(507,82,1002,309)
a2-body-1: ਅੱਜਕਲ ਦੇ ਹਰ ਵਿਆਹ ਵਿੱਚ ਕੁਝ ਨਾ ਕੁਝ ਅਨੋਖੀ ਅਤੇ ਦਿਲਚਸਪ ਰਸਮ ਦੇਖਣ ਨੂੰ ਮਿਲਦੀ ਹੈ। ਚਤਾੜਾ ਪਿੰਡ ਵਿੱਚ ਇੱਕ ਵਿਆਹ ਸਮਾਗਮ ਦੌਰਾਨ ਬਾਰਾਤ ਦੇ ਸਵਾਗਤ ਲਈ ਲਾੜੀ ਪੱਖ ਵੱਲੋਂ ਇੱਕ ਅਨੋਖਾ ਬੋਰਡ ਲਗਾਇਆ ਗਿਆ ਜਿਸ 'ਤੇ ਲਿਖਿਆ ਸੀ ’No Cash No Entry’। xyxy=(507,179,619,252)
a4-body-1: ਪ੍ਰੈਸ ਕਲੱਬ ਵੱਲੋਂ ਪਦਕ ਜੇਤੂ ਪਹਿਲਵਾਨ ਸਾਹਿਲ ਚੌਧਰੀ ਨੂੰ ਉਸ ਦੀ ਸ਼ਾਨਦਾਰ ਪ੍ਰਾਪਤੀ ਲਈ ਵਿਸ਼ੇਸ਼ ਤੌਰ 'ਤੇ ਸਨਮਾਨਿਤ ਕੀਤਾ ਗਿਆ। ਹਾਲ ਹੀ ਵਿੱਚ ਫ਼ਰੀਸਟਾਈਲ ਕੁਸ਼ਤੀ ਮੁਕਾਬਲੇ ਵਿੱਚ ਸਾਹਿਲ ਨੇ ਰਾਸ਼ਟਰੀ ਚੈਂਪੀਅਨਸ਼ਿਪ-2026 ਦੀ ਵਿੱਚ ਪਦਕ ਜਿੱਤ ਕੇ ਜ਼ਿਲ੍ਹੇ ਦਾ ਨਾਮ ਰੌਸ਼ਨ ਕੀਤਾ ਹੈ। xyxy=(507,388,619,462)
a3-byline-1: ਪੈਗਾਮ-ਏ-ਜਗਤ/ਊਨਾ xyxy=(66,395,121,405)
a10-body-3: ਸਾਹਿਤ, ਵਿਰਸਾ ਅਤੇ ਸੱਭਿਆਚਾਰ ਨਾਲ ਜੁੜੀਆਂ ਅਨੇਕਾਂ ਸੰਸਥਾਵਾਂ ਦੇ ਨੁਮਾਇੰਦੇ ਵੀ ਇਸ ਮੌਕੇ ਹਾਜ਼ਰ ਰਹੇ। ਸਮਾਗਮ ਦੇ ਅੰਤ ਵਿੱਚ ਸਭਾ ਦੇ ਪ੍ਰਧਾਨ ਨੇ ਸਾਰਿਆਂ ਦਾ ਧੰਨਵਾਦ ਕੀਤਾ ਅਤੇ ਭਵਿੱਖ ਵਿੱਚ ਵੀ ਇਹੋ ਜਿਹੇ ਸਮਾਗਮ ਕਰਵਾਉਣ ਦਾ ਐਲਾਨ ਕੀਤਾ। xyxy=(880,940,1002,992)
a1-col-2 xyxy=(182,160,334,309)
a8-headline: ਅਮਰ ਸ਼ਹੀਦਾਂ ਨਾਲ ਜਾਣਿਆ ਜਾਂਦਾ ਹੈ ਦੱਖਣੀ ਹਰਿਆਣਾ-ਆਰਤੀ ਸਿੰਘ ਰਾਓ xyxy=(696,745,996,776)
brand-name: PAIGAM-E-JAGAT xyxy=(44,28,139,40)
a6-headline-2: ਆਰੀਆ ਵੱਲੋਂ ਸਿੰਗਲ ਟਰੈਕ ਬਾਬਾ xyxy=(517,595,672,611)
child-photo xyxy=(182,218,334,306)
wrestler-felicitation-photo xyxy=(627,360,872,465)
a12-byline-1: ਪੈਗਾਮ-ਏ-ਜਗਤ xyxy=(373,1192,415,1202)
a2-col-1 xyxy=(507,150,619,304)
article-topper-and-martyrs xyxy=(690,580,1002,867)
publication-date: ਸੋਮਵਾਰ, 6 ਅਪ੍ਰੈਲ 2026 xyxy=(848,47,954,60)
a9-col-3 xyxy=(361,924,494,1094)
torch-logo-icon xyxy=(960,26,1002,72)
a3-headline-1: ਊਨਾ ਵਿੱਚ ਪ੍ਰਤੀਯੋਗੀ ਪਰੀਖਿਆ ਦਾ ਸਫਲ ਆਯੋਜਨ, xyxy=(38,324,477,351)
a6-col-1 xyxy=(507,652,598,731)
a9-headline: ਲਾਇਨਜ਼ ਕਲੱਬ ਖਰੜ ਦੇ ਪ੍ਰਧਾਨ ਦੀ ਹੋਈ ਚੋਣ xyxy=(68,882,447,909)
a6-col-photo xyxy=(604,652,682,731)
exam-officials-table-photo xyxy=(173,393,343,513)
tail-col-1 xyxy=(521,1118,676,1234)
highlight-bullet-2: • ਜੀਂਦ ਦੇ ਵਿਕਾਸ ਵਿੱਚ ਕੋਈ ਕਮੀ ਨਹੀਂ ਰਹਿਣ ਦਿੱਤੀ ਜਾਵੇਗੀ : ਸੈਣੀ xyxy=(415,1266,501,1288)
a7-headline-1: ਨਾਨ-ਮੈਡੀਕਲ +1 ਵਿੱਚ 93 ਪ੍ਰਤੀਸ਼ਤ ਅੰਕ ਲੈ xyxy=(698,580,994,600)
a5-headline-2: ਹਰਿਆਣਾ ਨੇ ਦਿੱਲੀ ਵਿਖੇ TET ਖਿਲਾਫ ਹੋਏ ਰੋਸ ਪ੍ਰਦਰਸ਼ਨ ’ਚ ਕੀਤੀ ਸ਼ਮੂਲੀਅਤ xyxy=(40,597,475,615)
student-topper-photo xyxy=(690,635,764,723)
a3-col-2 xyxy=(173,393,343,564)
highlight-box xyxy=(398,1223,507,1297)
a5-body-3: ਆਗੂਆਂ ਨੇ ਦੱਸਿਆ ਕਿ ਡੈਮੋਕ੍ਰੈਟਿਕ ਟੀਚਰਜ਼ ਫਰੰਟ ਪੰਜਾਬ ਵੱਲੋਂ ਆਉਂਦੀ 11 ਅਪ੍ਰੈਲ ਨੂੰ ਪੰਜਾਬ ਸਰਕਾਰ ਵੱਲੋਂ ਲਾਗੂ ਕੀਤੀਆਂ ਜਾ ਰਹੀਆਂ ਨੀਤੀਆਂ ਖ਼ਿਲਾਫ਼ ਵੀ ਵੱਡਾ ਪ੍ਰਦਰਸ਼ਨ ਕੀਤਾ ਜਾਵੇਗਾ। ਉਨ੍ਹਾਂ ਅਧਿਆਪਕ ਵਰਗ ਨੂੰ ਸੰਘਰਸ਼ ਵਿੱਚ ਵੱਧ ਚੜ੍ਹ ਕੇ ਹਿੱਸਾ ਲੈਣ ਦੀ ਅਪੀਲ ਕੀਤੀ। xyxy=(363,629,493,692)
a1-body-1: ਪੁਲਿਸ ਥਾਣਾ ਸਦਰ ਊਨਾ ਵਿੱਚ 5 ਅਪ੍ਰੈਲ 2026 ਨੂੰ ਸਵੇਰੇ ਮੁਕੱਦਮਾ ਨੰਬਰ 112 'ਤੇ ਮਿਲੀ ਸ਼ਿਕਾਇਤ ਦੇ ਆਧਾਰ 'ਤੇ ਪੁਲਿਸ ਟੀਮ ਮੌਕੇ 'ਤੇ ਪਹੁੰਚੀ। ਪੁਲਿਸ ਨੇ ਬੱਚੀ ਦਾ ਮੈਡੀਕਲ ਕਰਵਾਇਆ ਅਤੇ ਪਰਿਵਾਰ ਵਾਲਿਆਂ ਦੇ ਬਿਆਨ ਦਰਜ ਕੀਤੇ। ਮੁਲਜ਼ਮ ਖ਼ਿਲਾਫ਼ ਸਖ਼ਤ ਕਾਰਵਾਈ ਦੀ ਮੰਗ ਕੀਤੀ ਗਈ ਹੈ। xyxy=(22,188,174,240)
a2-body-2: ਇਸ ਬੋਰਡ ਨੂੰ ਦੇਖ ਕੇ ਬਾਰਾਤੀ ਵੀ ਹੈਰਾਨ ਰਹਿ ਗਏ ਅਤੇ ਫਿਰ ਸਾਰਿਆਂ ਨੇ ਹੱਸ ਕੇ ਇਸ ਰਸਮ ਦਾ ਆਨੰਦ ਮਾਣਿਆ। ਸੋਸ਼ਲ ਮੀਡੀਆ 'ਤੇ ਇਸ ਦੀ ਵੀਡੀਓ ਵਾਇਰਲ ਹੋ ਗਈ ਹੈ। xyxy=(627,261,872,281)
a9-byline-1: ਪੈਗਾਮ-ਏ-ਜਗਤ xyxy=(68,926,109,936)
a3-body-1: ਊਨਾ ਸ਼ਹਿਰ ਦੇ ਵੱਖ-ਵੱਖ ਸਕੂਲਾਂ ਵਿੱਚ ਐਜੂਪੇਸ ਕੋਚਿੰਗ ਇੰਸਟੀਚਿਊਟ Edupace Coaching Institute ਦੇ ਸਹਿਯੋਗ ਨਾਲ ਆਯੋਜਿਤ ਪ੍ਰਤੀਯੋਗੀ ਪਰੀਖਿਆ ਵਿੱਚ ਸਫਲਤਾਪੂਰਵਕ ਸੰਪੰਨ ਹੋਈ। ਇਸ ਪਰੀਖਿਆ ਵਿੱਚ 400 ਤੋਂ ਵੱਧ ਵਿਦਿਆਰਥੀਆਂ ਨੇ ਰਜਿਸਟ੍ਰੇਸ਼ਨ ਕਰਵਾਇਆ, ਜਿਸ ਨਾਲ ਪ੍ਰੀਖਿਆ ਕੇਂਦਰਾਂ ਵਿੱਚ ਭਾਰੀ ਉਤਸ਼ਾਹ ਦੇਖਣ ਨੂੰ ਮਿਲਿਆ। xyxy=(22,421,165,495)
a5-col-1 xyxy=(22,628,152,851)
a5-col-2 xyxy=(160,628,355,851)
a2-headline-2: ਚਤਾੜਾ ਵਿੱਚ ਅਨੋਖੀ ਰਸਮ ਬਣੀ ਚਰਚਾ ਦਾ ਵਿਸ਼ਾ xyxy=(554,109,955,136)
masthead-left xyxy=(22,22,272,55)
row-1 xyxy=(0,82,1024,309)
a5-body-3b: ਸਕੂਲ ਟੀਚਰ ਐਸੋਸੀਏਸ਼ਨ ਹਰਿਆਣਾ ਦੇ ਚੇਅਰਮੈਨ ਧਰਮਿੰਦਰ ਢਾਂਡਾ ਨੇ ਆਪਣੇ ਸੰਬੋਧਨ ਦੌਰਾਨ ਨਿੱਜੀਕਰਨ ਪੱਖੀ ਕੌਮੀ ਸਿੱਖਿਆ ਨੀਤੀ xyxy=(363,698,493,728)
a6-headline-1: ਪ੍ਰਸਿੱਧ ਗਾਇਕਾ ਰਜਨੀ ਜੈਨ xyxy=(527,580,662,595)
a7-col-2 xyxy=(890,635,1002,732)
a1-col-1 xyxy=(22,160,174,309)
masthead-right xyxy=(787,26,1002,72)
a10-byline-1: ਪੈਗਾਮ-ਏ-ਜਗਤ xyxy=(542,942,584,952)
a10-col-1 xyxy=(507,939,619,1104)
a11-body-2: ਸੰਤ ਬਾਬਾ ਜੀ ਨੇ ਸੰਗਤਾਂ ਨੂੰ ਗੁਰਬਾਣੀ ਨਾਲ ਜੁੜਨ ਦਾ ਸੁਨੇਹਾ ਦਿੱਤਾ ਅਤੇ ਸਰਬੱਤ ਦੇ ਭਲੇ ਦੀ ਅਰਦਾਸ ਕੀਤੀ। xyxy=(148,1358,267,1388)
tail-body-5: ਲਾਇਨਜ਼ ਕਲੱਬ ਵੱਲੋਂ ਹਰ ਸਾਲ ਖੂਨਦਾਨ ਕੈਂਪ, ਮੁਫ਼ਤ ਮੈਡੀਕਲ ਕੈਂਪ ਅਤੇ ਜ਼ਰੂਰਤਮੰਦਾਂ ਦੀ ਮਦਦ ਕਰਨ ਵਰਗੇ ਕਈ ਸਮਾਜ ਸੇਵੀ ਕੰਮ ਕੀਤੇ ਜਾਂਦੇ ਹਨ। xyxy=(847,1118,1002,1149)
a9-body-1b: ਇਸ ਮੀਟਿੰਗ ਵਿੱਚ ਕਲੱਬ ਦੇ ਆਉਣ ਵਾਲੇ ਸਾਲ 2026-27 ਦੀ ਨਵੀਂ ਟੀਮ ਦਾ ਐਲਾਨ ਵੀ ਕੀਤਾ ਗਿਆ। ਨਵੇਂ ਪ੍ਰਧਾਨ ਨੇ ਆਪਣੇ ਅਹੁਦੇ ਦੀ ਜ਼ਿੰਮੇਵਾਰੀ ਸੰਭਾਲਦਿਆਂ ਸਮਾਜ ਸੇਵਾ ਦੇ ਕੰਮਾਂ ਨੂੰ ਅੱਗੇ ਵਧਾਉਣ ਦਾ ਭਰੋਸਾ ਦਿੱਤਾ। xyxy=(22,989,155,1041)
